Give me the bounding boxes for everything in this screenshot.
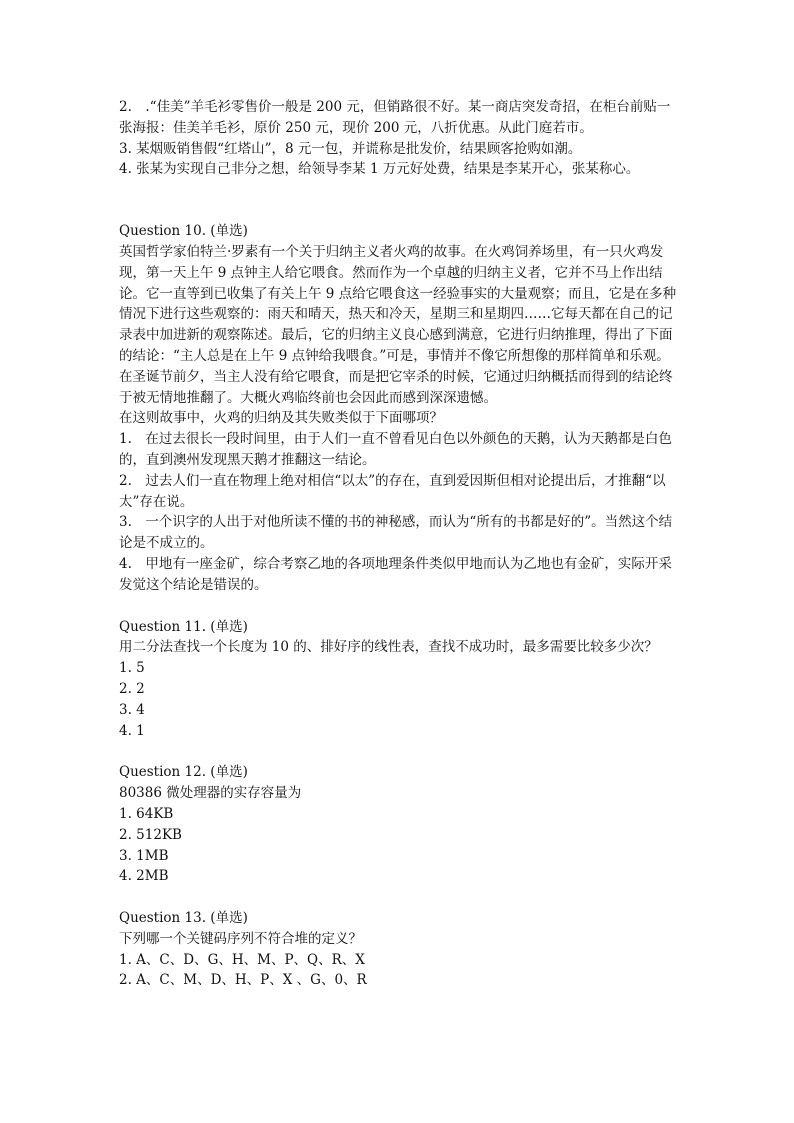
question-13 [119, 908, 679, 991]
option-2: 2. A、C、M、D、H、P、X 、G、0、R [119, 972, 367, 989]
option-4: 4. 张某为实现自己非分之想，给领导李某 1 万元好处费，结果是李某开心，张某称心。 [119, 161, 640, 178]
question-prompt: 用二分法查找一个长度为 10 的、排好序的线性表，查找不成功时，最多需要比较多少次？ [119, 639, 658, 656]
option-2: 2. 过去人们一直在物理上绝对相信“以太”的存在，直到爱因斯但相对论提出后，才推翻“以太”存在说。 [119, 472, 666, 510]
question-prompt: 下列哪一个关键码序列不符合堆的定义？ [119, 930, 362, 947]
question-11 [119, 617, 679, 742]
option-4: 4. 1 [119, 722, 145, 739]
option-3: 3. 4 [119, 701, 145, 718]
question-header: Question 12. (单选) [119, 764, 248, 781]
option-2: 2. 512KB [119, 826, 182, 843]
question-10 [119, 221, 679, 595]
option-2: 2. 2 [119, 680, 145, 697]
question-passage: 英国哲学家伯特兰·罗素有一个关于归纳主义者火鸡的故事。在火鸡饲养场里，有一只火鸡发现，第一天上午 9 点钟主人给它喂食。然而作为一个卓越的归纳主义者，它并不马上作出结论。它一直等到已收集了有关上午 9 点给它喂食这一经验事实的大量观察；而且，它是在多种情况下进行这些观察的：雨天和晴天，热天和冷天，星期三和星期四……它每天都在自己的记录表中加进新的观察陈述。最后，它的归纳主义良心感到满意，它进行归纳推理，得出了下面的结论：“主人总是在上午 9 点钟给我喂食。”可是，事情并不像它所想像的那样简单和乐观。在圣诞节前夕，当主人没有给它喂食，而是把它宰杀的时候，它通过归纳概括而得到的结论终于被无情地推翻了。大概火鸡临终前也会因此而感到深深遗憾。 [119, 243, 677, 406]
option-3: 3. 一个识字的人出于对他所读不懂的书的神秘感，而认为“所有的书都是好的”。当然这个结论是不成立的。 [119, 514, 673, 552]
question-prompt: 80386 微处理器的实存容量为 [119, 785, 302, 802]
prev-question-options [119, 97, 679, 180]
question-12 [119, 762, 679, 887]
question-header: Question 13. (单选) [119, 910, 248, 927]
option-3: 3. 1MB [119, 847, 169, 864]
question-header: Question 11. (单选) [119, 618, 248, 635]
document-page [119, 97, 679, 991]
option-1: 1. A、C、D、G、H、M、P、Q、R、X [119, 951, 365, 968]
option-4: 4. 2MB [119, 868, 169, 885]
option-1: 1. 在过去很长一段时间里，由于人们一直不曾看见白色以外颜色的天鹅，认为天鹅都是白色的，直到澳州发现黑天鹅才推翻这一结论。 [119, 431, 672, 468]
option-2: 2. .“佳美”羊毛衫零售价一般是 200 元，但销路很不好。某一商店突发奇招，在柜台前贴一张海报：佳美羊毛衫，原价 250 元，现价 200 元，八折优惠。从此门庭若市。 [119, 99, 671, 136]
option-4: 4. 甲地有一座金矿，综合考察乙地的各项地理条件类似甲地而认为乙地也有金矿，实际开采发觉这个结论是错误的。 [119, 555, 672, 593]
option-1: 1. 64KB [119, 805, 174, 822]
question-prompt: 在这则故事中，火鸡的归纳及其失败类似于下面哪项？ [119, 410, 443, 427]
option-1: 1. 5 [119, 660, 145, 677]
question-header: Question 10. (单选) [119, 223, 248, 240]
option-3: 3. 某烟贩销售假“红塔山”，8 元一包，并谎称是批发价，结果顾客抢购如潮。 [119, 140, 582, 157]
